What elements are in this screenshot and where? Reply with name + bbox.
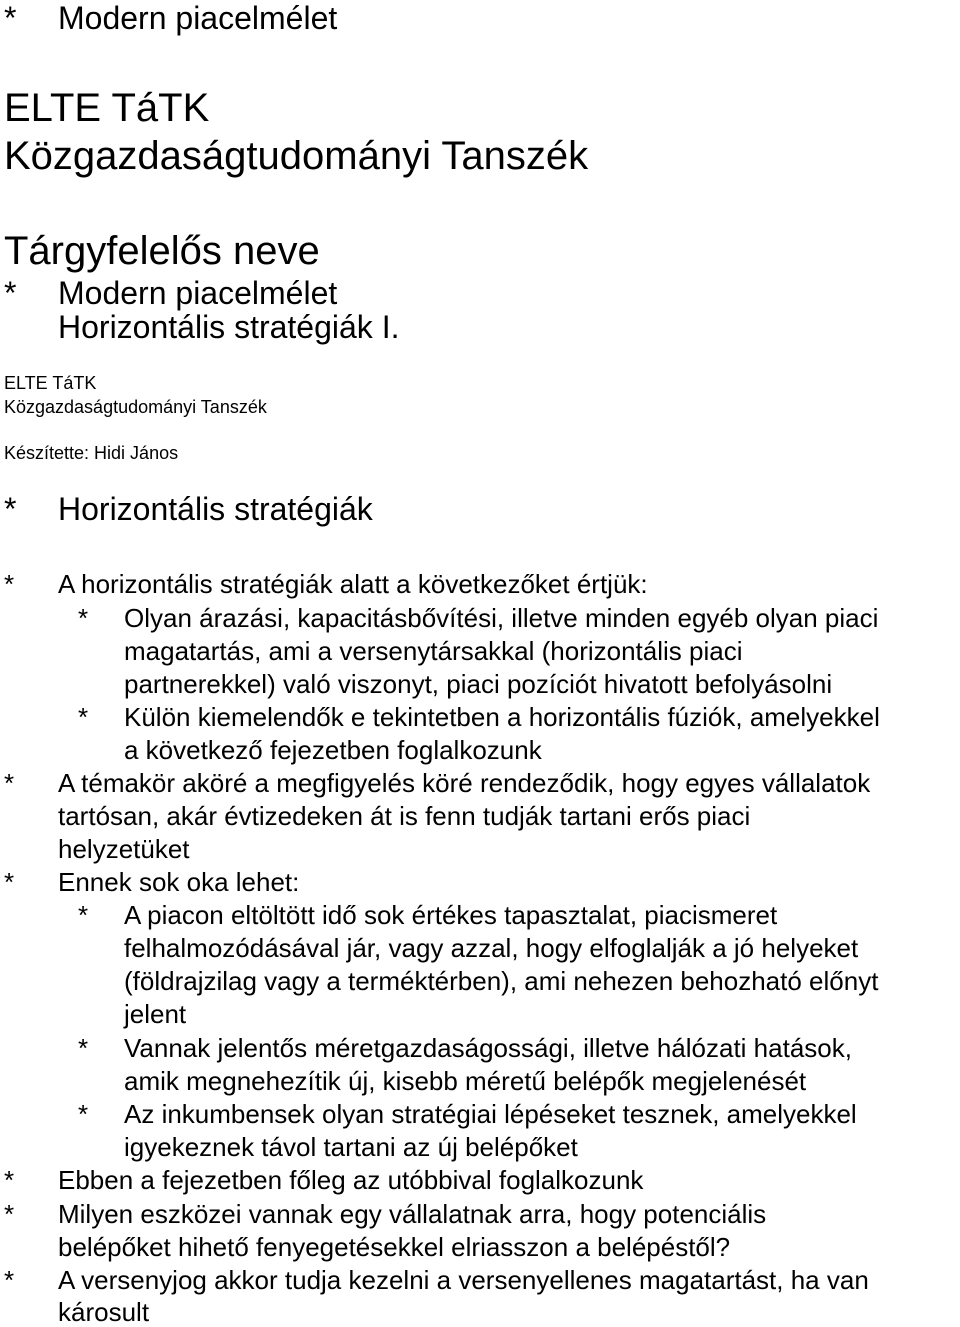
point-line: Ennek sok oka lehet: — [58, 867, 300, 897]
header-title: Modern piacelmélet — [58, 0, 338, 36]
bullet-marker: * — [4, 1265, 15, 1295]
point-line: magatartás, ami a versenytársakkal (horizontális piaci — [124, 636, 743, 666]
point-line: a következő fejezetben foglalkozunk — [124, 735, 542, 765]
point-line: felhalmozódásával jár, vagy azzal, hogy elfoglalják a jó helyeket — [124, 933, 859, 963]
point-line: tartósan, akár évtizedeken át is fenn tudják tartani erős piaci — [58, 801, 751, 831]
point-line: Vannak jelentős méretgazdaságossági, illetve hálózati hatások, — [124, 1033, 852, 1063]
point-line: A versenyjog akkor tudja kezelni a versenyellenes magatartást, ha van — [58, 1265, 869, 1295]
small-institution-line-1: ELTE TáTK — [4, 373, 97, 393]
bullet-marker: * — [4, 768, 15, 798]
point-line: A horizontális stratégiák alatt a következőket értjük: — [58, 569, 648, 599]
bullet-marker: * — [78, 900, 89, 930]
point-line: partnerekkel) való viszonyt, piaci pozíciót hivatott befolyásolni — [124, 669, 833, 699]
institution-line-1: ELTE TáTK — [4, 86, 210, 130]
author-line: Készítette: Hidi János — [4, 443, 179, 463]
point-line: Az inkumbensek olyan stratégiai lépéseket tesznek, amelyekkel — [124, 1099, 857, 1129]
bullet-marker: * — [4, 569, 15, 599]
point-line: helyzetüket — [58, 834, 190, 864]
bullet-marker: * — [78, 1099, 89, 1129]
point-line: károsult — [58, 1297, 150, 1327]
point-line: (földrajzilag vagy a terméktérben), ami nehezen behozható előnyt — [124, 966, 879, 996]
point-line: belépőket hihető fenyegetésekkel elriasszon a belépéstől? — [58, 1232, 731, 1262]
bullet-marker: * — [78, 1033, 89, 1063]
point-line: amik megnehezítik új, kisebb méretű belépők megjelenését — [124, 1066, 807, 1096]
bullet-marker: * — [78, 702, 89, 732]
point-line: Külön kiemelendők e tekintetben a horizontális fúziók, amelyekkel — [124, 702, 880, 732]
bullet-marker: * — [4, 1199, 15, 1229]
bullet-marker: * — [4, 867, 15, 897]
topic-line: Horizontális stratégiák I. — [58, 309, 400, 345]
section-heading: Horizontális stratégiák — [58, 491, 373, 527]
responsible-title: Tárgyfelelős neve — [4, 229, 320, 273]
course-line: Modern piacelmélet — [58, 275, 338, 311]
small-institution-line-2: Közgazdaságtudományi Tanszék — [4, 397, 267, 417]
point-line: Ebben a fejezetben főleg az utóbbival foglalkozunk — [58, 1165, 644, 1195]
point-line: Olyan árazási, kapacitásbővítési, illetve minden egyéb olyan piaci — [124, 603, 879, 633]
bullet-marker: * — [4, 491, 17, 527]
bullet-marker: * — [4, 0, 17, 36]
bullet-marker: * — [78, 603, 89, 633]
bullet-marker: * — [4, 1165, 15, 1195]
point-line: jelent — [124, 999, 187, 1029]
point-line: A témakör aköré a megfigyelés köré rendeződik, hogy egyes vállalatok — [58, 768, 871, 798]
point-line: A piacon eltöltött idő sok értékes tapasztalat, piacismeret — [124, 900, 778, 930]
point-line: Milyen eszközei vannak egy vállalatnak arra, hogy potenciális — [58, 1199, 767, 1229]
institution-line-2: Közgazdaságtudományi Tanszék — [4, 134, 589, 178]
point-line: igyekeznek távol tartani az új belépőket — [124, 1132, 578, 1162]
bullet-marker: * — [4, 275, 17, 311]
